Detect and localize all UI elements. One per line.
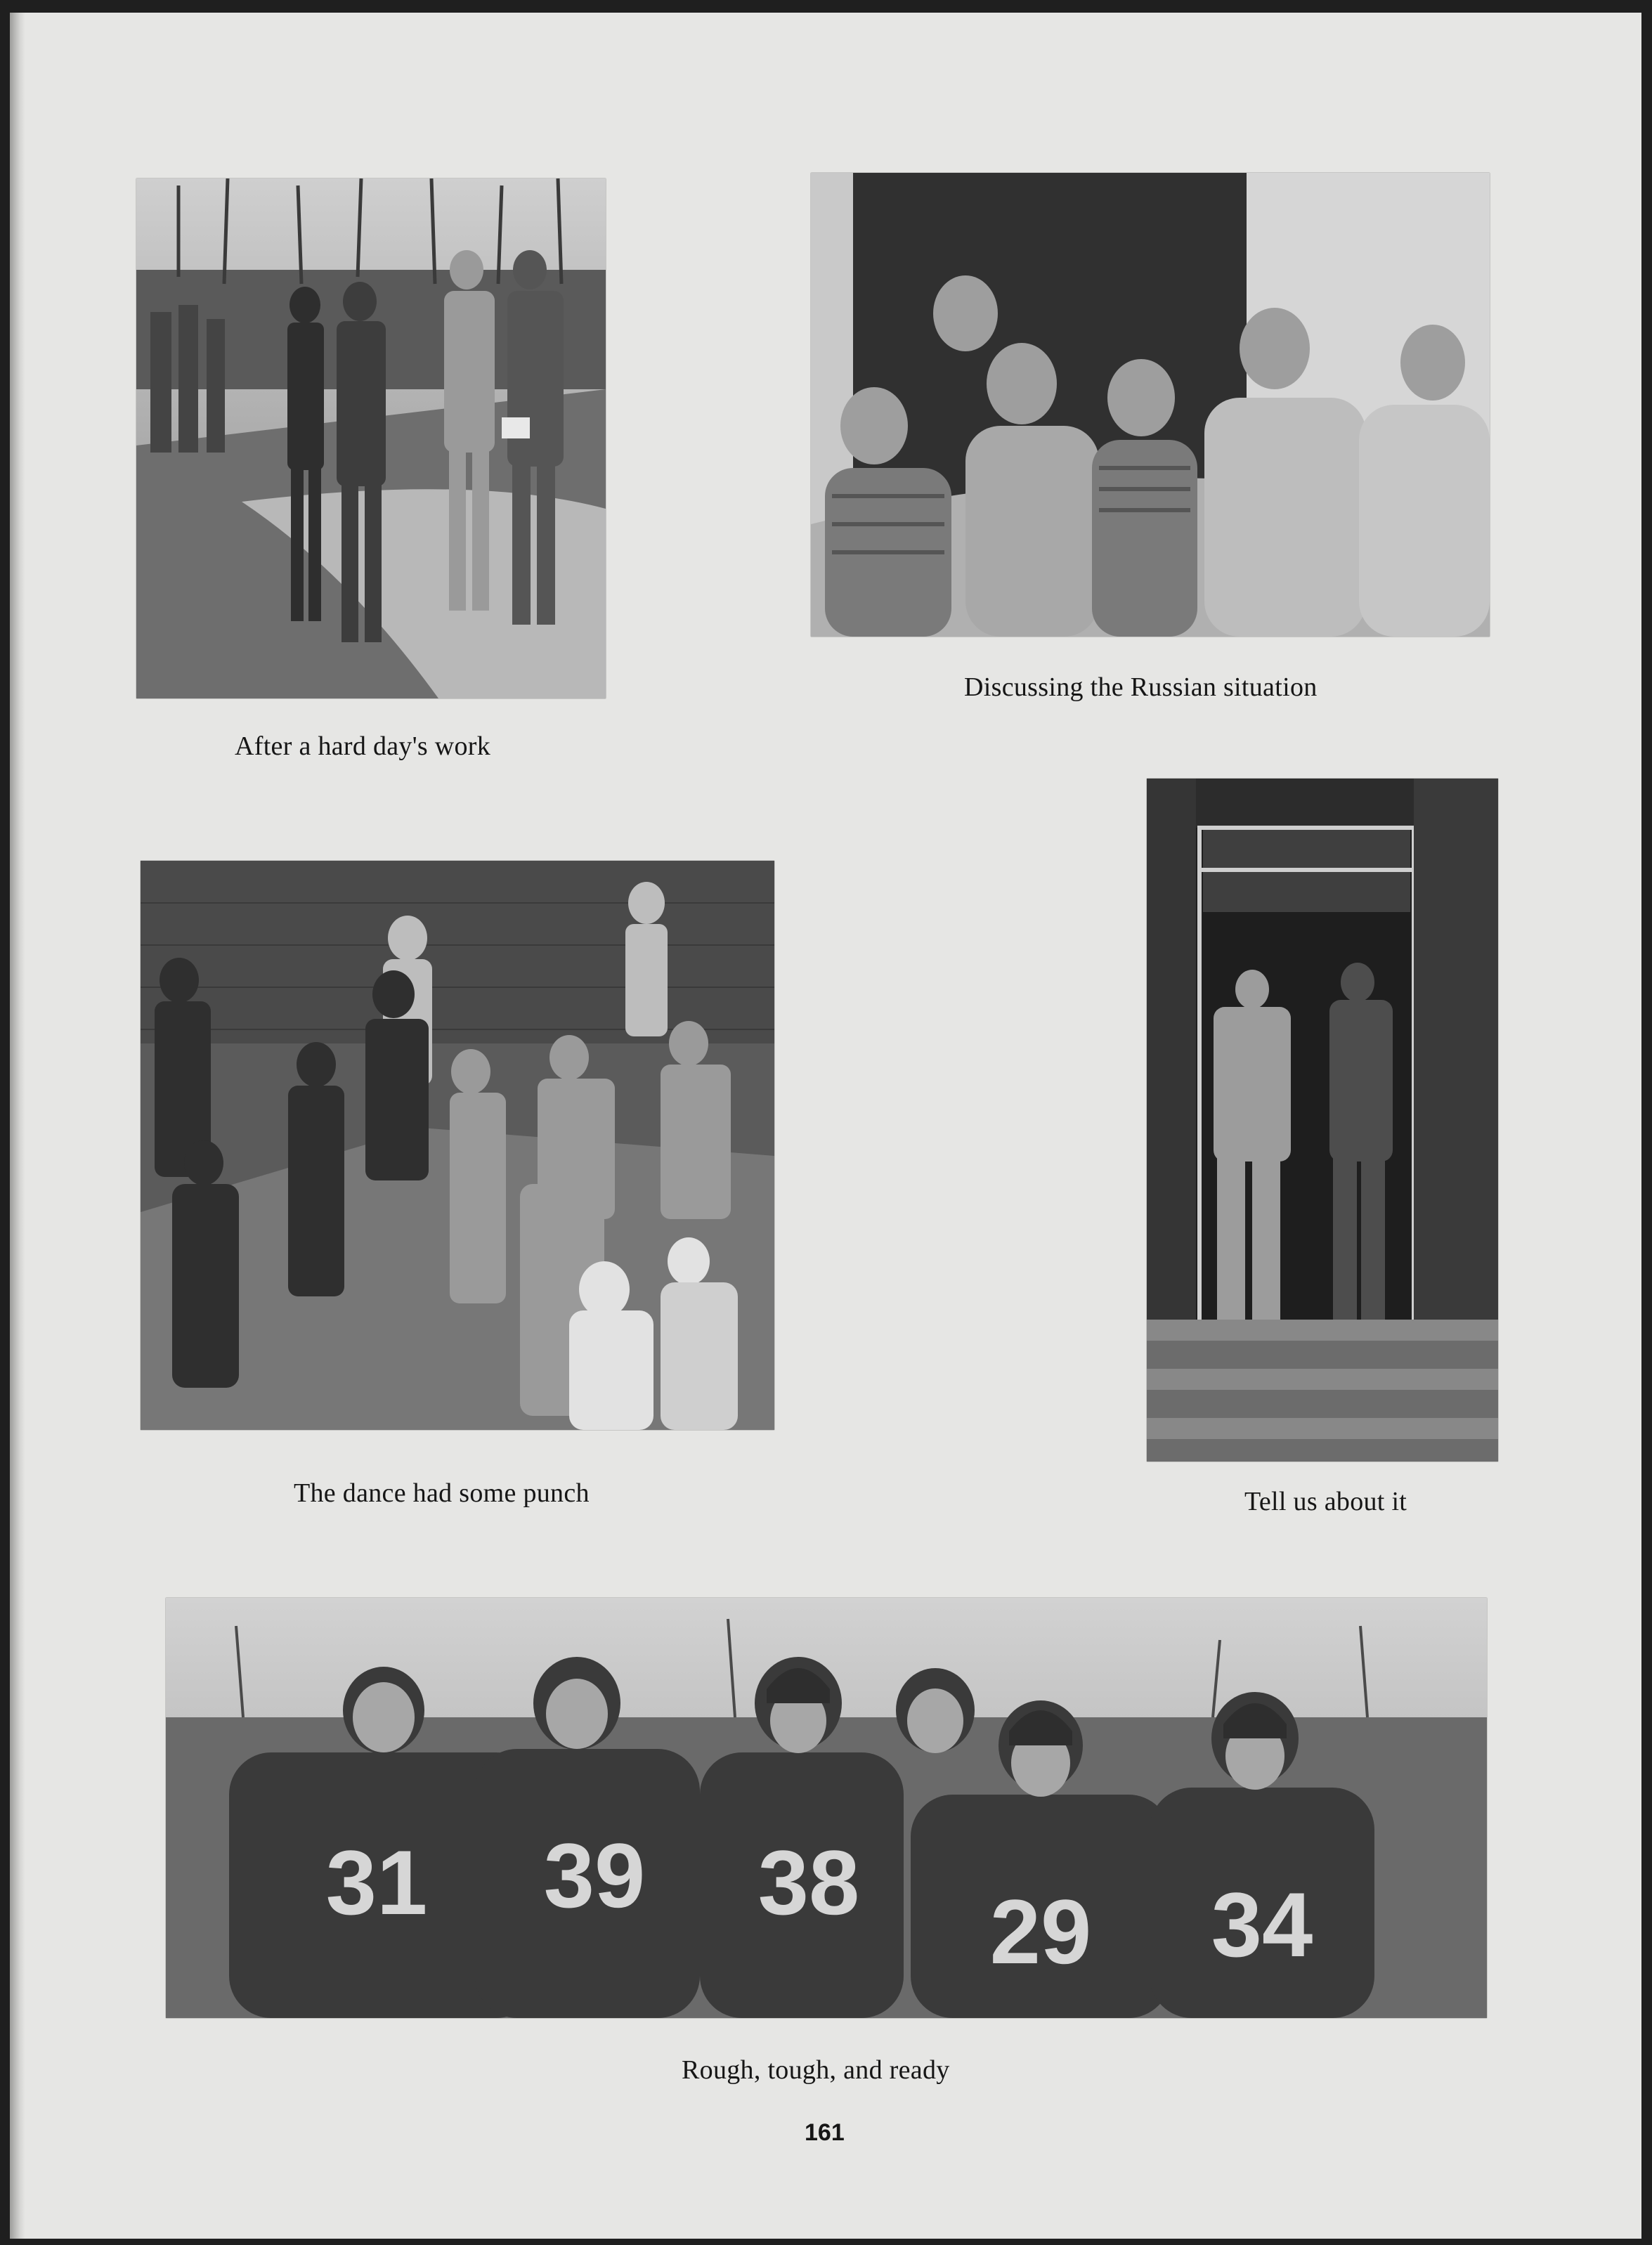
caption-dance-punch: The dance had some punch [294, 1478, 590, 1508]
page-number: 161 [805, 2119, 845, 2146]
photo-russian-situation [811, 173, 1490, 637]
jersey-number-29: 29 [989, 1880, 1092, 1983]
caption-russian-situation: Discussing the Russian situation [964, 672, 1318, 702]
caption-after-work: After a hard day's work [235, 731, 491, 761]
jersey-number-34: 34 [1211, 1873, 1313, 1976]
photo-football-team [166, 1598, 1487, 2018]
photo-after-work [136, 178, 606, 698]
page-binding-edge [10, 13, 25, 2239]
caption-tell-us: Tell us about it [1244, 1487, 1407, 1516]
caption-football-team: Rough, tough, and ready [682, 2055, 950, 2085]
jersey-number-39: 39 [543, 1824, 646, 1927]
photo-tell-us [1147, 779, 1498, 1462]
jersey-number-38: 38 [757, 1831, 860, 1934]
photo-dance-punch [141, 861, 774, 1430]
jersey-number-31: 31 [325, 1831, 428, 1934]
yearbook-page [10, 13, 1641, 2239]
